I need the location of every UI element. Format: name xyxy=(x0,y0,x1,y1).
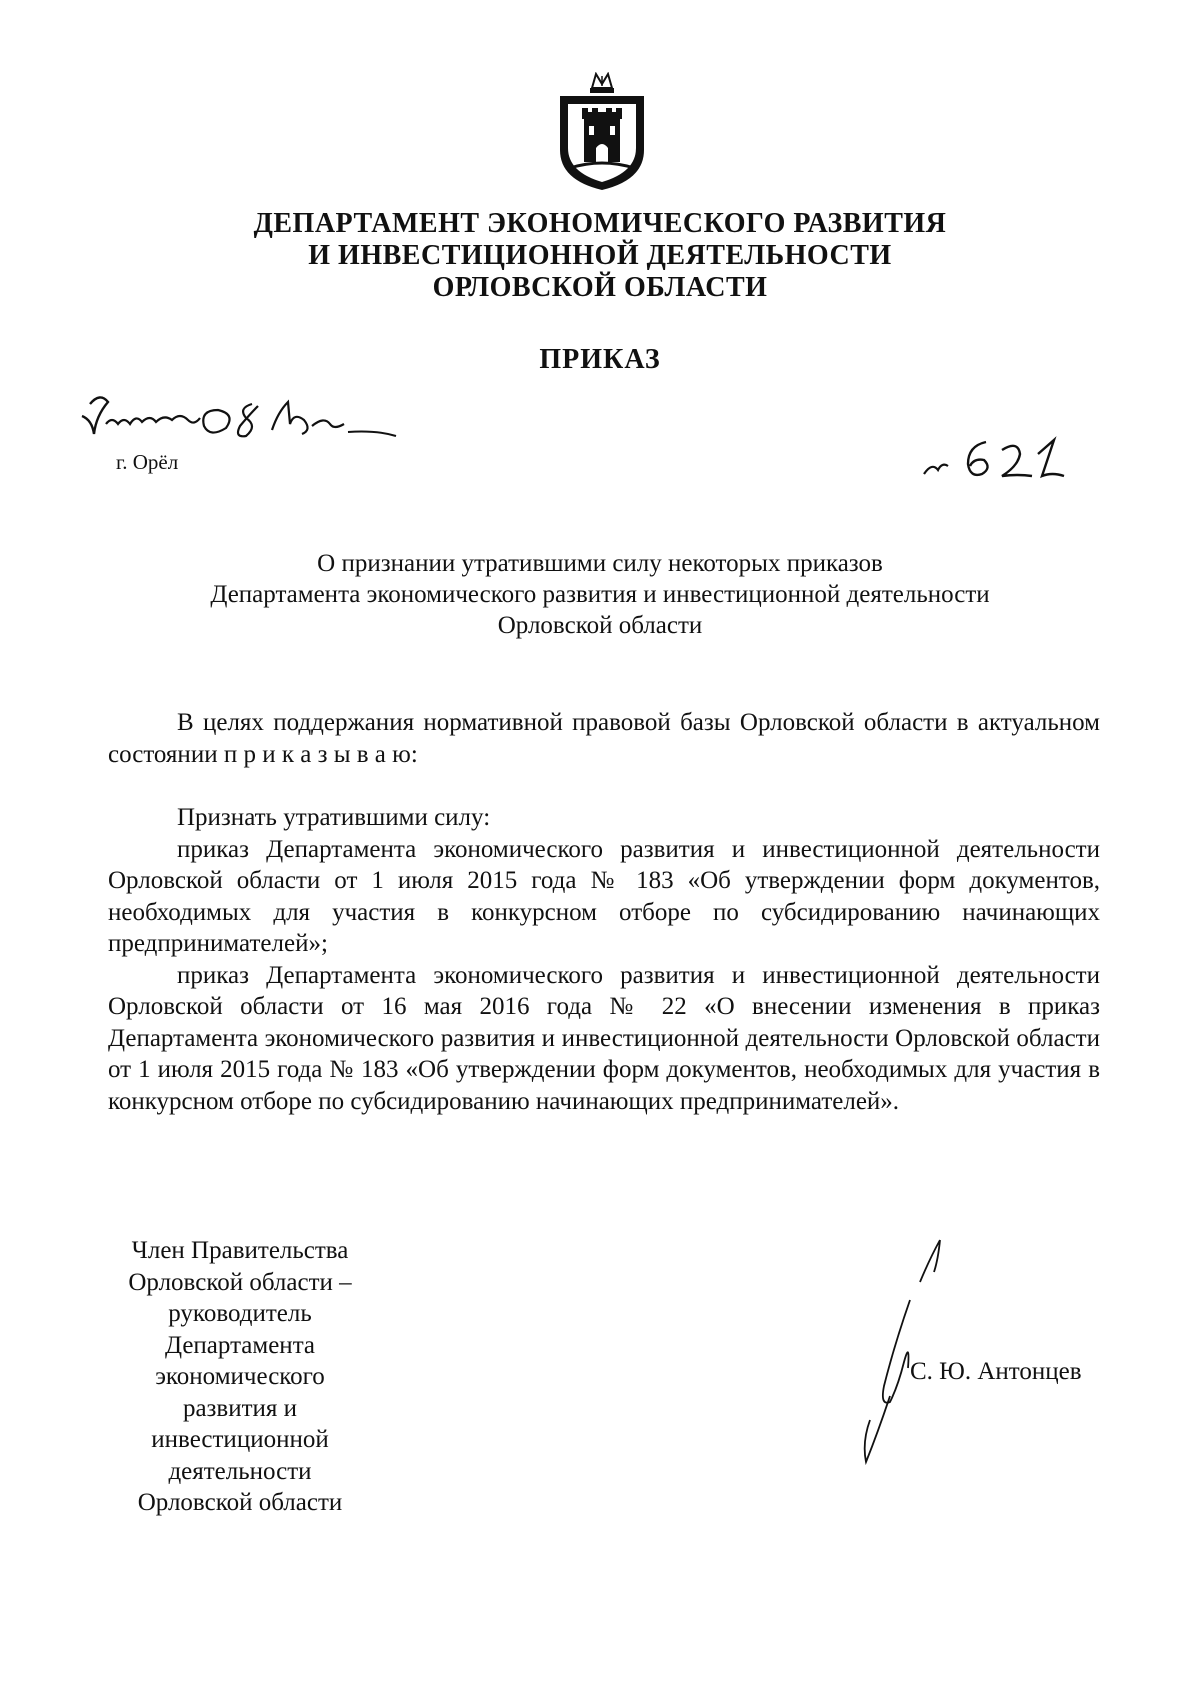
subject-line-2: Департамента экономического развития и инвестиционной деятельности xyxy=(210,581,990,608)
signer-name: С. Ю. Антонцев xyxy=(910,1358,1082,1385)
signer-position-line: Орловской области xyxy=(137,1489,343,1516)
repealed-order-item: приказ Департамента экономического развития и инвестиционной деятельности Орловской области от 1 июля 2015 года № 183 «Об утверждении форм документов, необходимых для участия в конкурсном отборе по субсидированию начинающих предпринимателей»; xyxy=(108,835,1100,957)
document-type-title: ПРИКАЗ xyxy=(539,344,661,375)
coat-of-arms-icon xyxy=(556,72,648,194)
subject-line-3: Орловской области xyxy=(497,612,703,639)
signer-position-line: руководитель xyxy=(168,1300,312,1327)
signer-position-line: инвестиционной xyxy=(151,1426,329,1453)
preamble-paragraph: В целях поддержания нормативной правовой базы Орловской области в актуальном состоянии п р и к а з ы в а ю: xyxy=(108,709,1100,768)
signer-position-line: Орловской области – xyxy=(128,1268,352,1296)
signer-position-line: развития и xyxy=(182,1394,298,1422)
signer-position-line: Член Правительства xyxy=(131,1237,349,1264)
city: г. Орёл xyxy=(116,450,179,474)
subject-line-1: О признании утратившими силу некоторых приказов xyxy=(317,550,883,577)
decision-paragraph: Признать утратившими силу: xyxy=(177,804,491,831)
order-subject xyxy=(140,548,1060,641)
department-line-1: ДЕПАРТАМЕНТ ЭКОНОМИЧЕСКОГО РАЗВИТИЯ xyxy=(253,208,947,239)
signer-position xyxy=(90,1235,390,1519)
handwritten-signature xyxy=(850,1236,960,1466)
handwritten-number xyxy=(918,432,1078,488)
signer-position-line: деятельности xyxy=(168,1457,312,1485)
repealed-order-item: приказ Департамента экономического развития и инвестиционной деятельности Орловской области от 16 мая 2016 года № 22 «О внесении изменения в приказ Департамента экономического развития и инвестиционной деятельности Орловской области от 1 июля 2015 года № 183 «Об утверждении форм документов, необходимых для участия в конкурсном отборе по субсидированию начинающих предпринимателей». xyxy=(108,961,1100,1115)
signer-position-line: экономического xyxy=(155,1363,325,1390)
signer-position-line: Департамента xyxy=(164,1331,316,1359)
department-line-3: ОРЛОВСКОЙ ОБЛАСТИ xyxy=(432,272,768,303)
department-name xyxy=(200,208,1000,304)
department-line-2: И ИНВЕСТИЦИОННОЙ ДЕЯТЕЛЬНОСТИ xyxy=(308,240,892,271)
order-body xyxy=(108,707,1100,1117)
